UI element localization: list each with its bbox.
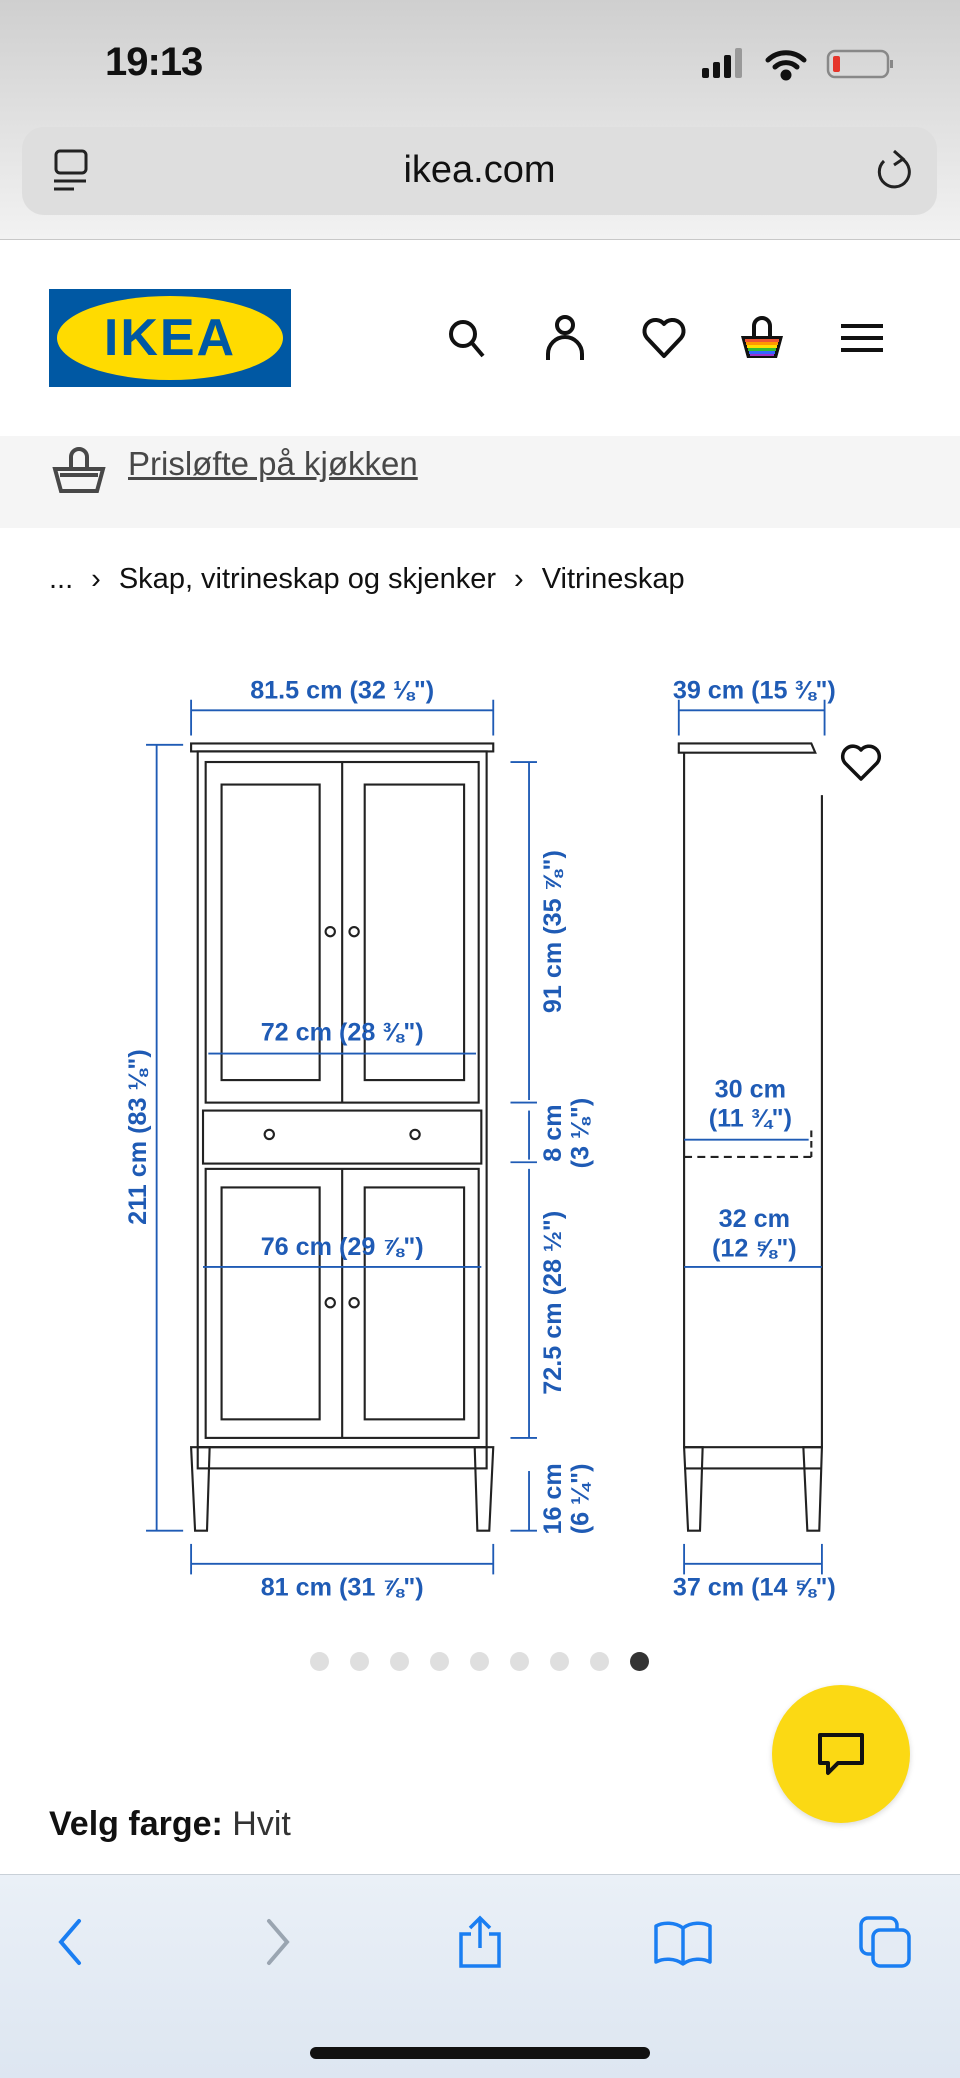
chat-icon bbox=[816, 1729, 866, 1779]
breadcrumb-item-current[interactable]: Vitrineskap bbox=[541, 563, 685, 595]
breadcrumb-item-category[interactable]: Skap, vitrineskap og skjenker bbox=[118, 563, 497, 595]
carousel-dot[interactable] bbox=[590, 1652, 609, 1671]
breadcrumb bbox=[49, 563, 685, 596]
carousel-dot[interactable] bbox=[550, 1652, 569, 1671]
carousel-dot-active[interactable] bbox=[630, 1652, 649, 1671]
promo-link[interactable]: Prisløfte på kjøkken bbox=[128, 445, 418, 482]
address-bar[interactable] bbox=[22, 127, 937, 215]
dimension-lines bbox=[146, 700, 825, 1575]
home-indicator bbox=[310, 2047, 650, 2059]
basket-outline-icon bbox=[52, 445, 106, 495]
chevron-right-icon: › bbox=[514, 563, 524, 595]
dim-drawer-height-in: (3 ⅛") bbox=[566, 1097, 595, 1169]
book-icon bbox=[653, 1918, 713, 1966]
url-text[interactable]: ikea.com bbox=[403, 149, 556, 191]
browser-chrome bbox=[0, 0, 960, 240]
wifi-icon bbox=[768, 53, 804, 78]
heart-icon bbox=[839, 743, 883, 783]
chevron-right-icon bbox=[263, 1917, 293, 1967]
search-icon bbox=[445, 316, 489, 360]
add-to-favourites-button[interactable] bbox=[831, 733, 891, 793]
dim-top-width: 81.5 cm (32 ⅛") bbox=[250, 676, 435, 705]
color-selector[interactable] bbox=[49, 1805, 291, 1844]
dim-drawer-depth-in: (11 ¾") bbox=[708, 1104, 792, 1133]
dim-legs-in: (6 ¼") bbox=[566, 1463, 595, 1535]
chevron-left-icon bbox=[55, 1917, 85, 1967]
dim-top-depth: 39 cm (15 ⅜") bbox=[672, 676, 836, 705]
account-icon bbox=[543, 314, 587, 362]
logo-text: IKEA bbox=[57, 296, 283, 380]
carousel-dot[interactable] bbox=[470, 1652, 489, 1671]
forward-button[interactable] bbox=[248, 1912, 308, 1972]
status-icons bbox=[700, 46, 900, 82]
side-view bbox=[679, 743, 822, 1530]
dim-drawer-height: 8 cm bbox=[538, 1104, 567, 1162]
heart-icon bbox=[641, 316, 687, 360]
chevron-right-icon: › bbox=[91, 563, 101, 595]
dim-drawer-width: 72 cm (28 ⅜") bbox=[260, 1018, 424, 1047]
dim-inner-depth: 32 cm bbox=[718, 1205, 790, 1234]
dim-upper-door: 91 cm (35 ⅞") bbox=[538, 850, 567, 1014]
carousel-dot[interactable] bbox=[510, 1652, 529, 1671]
search-button[interactable] bbox=[442, 312, 492, 364]
share-icon bbox=[455, 1914, 505, 1970]
menu-icon bbox=[841, 320, 883, 356]
status-time: 19:13 bbox=[105, 40, 203, 84]
account-button[interactable] bbox=[540, 312, 590, 364]
dim-drawer-depth: 30 cm bbox=[714, 1075, 787, 1104]
share-button[interactable] bbox=[450, 1912, 510, 1972]
reload-icon[interactable] bbox=[872, 147, 916, 195]
menu-button[interactable] bbox=[837, 312, 887, 364]
back-button[interactable] bbox=[40, 1912, 100, 1972]
color-label: Velg farge: bbox=[49, 1805, 223, 1843]
ikea-logo[interactable] bbox=[49, 289, 291, 387]
chat-button[interactable] bbox=[772, 1685, 910, 1823]
signal-icon bbox=[702, 48, 742, 78]
battery-icon bbox=[828, 51, 893, 77]
dim-bottom-width: 81 cm (31 ⅞") bbox=[260, 1573, 424, 1602]
basket-icon bbox=[737, 314, 787, 362]
carousel-dot[interactable] bbox=[390, 1652, 409, 1671]
tabs-icon bbox=[858, 1915, 914, 1969]
bookmarks-button[interactable] bbox=[653, 1912, 713, 1972]
dim-lower-door: 72.5 cm (28 ½") bbox=[538, 1210, 567, 1395]
breadcrumb-ellipsis[interactable]: ... bbox=[49, 563, 74, 595]
carousel-dot[interactable] bbox=[350, 1652, 369, 1671]
dim-legs: 16 cm bbox=[538, 1463, 567, 1535]
basket-button[interactable] bbox=[737, 312, 787, 364]
dim-inner-depth-in: (12 ⅝") bbox=[712, 1234, 797, 1263]
dim-height: 211 cm (83 ⅛") bbox=[124, 1049, 153, 1225]
color-value: Hvit bbox=[232, 1805, 291, 1843]
carousel-dot[interactable] bbox=[310, 1652, 329, 1671]
dim-bottom-depth: 37 cm (14 ⅝") bbox=[672, 1573, 836, 1602]
favourites-button[interactable] bbox=[639, 312, 689, 364]
dim-inner-width: 76 cm (29 ⅞") bbox=[260, 1233, 424, 1262]
front-view bbox=[191, 743, 493, 1530]
tabs-button[interactable] bbox=[856, 1912, 916, 1972]
carousel-dot[interactable] bbox=[430, 1652, 449, 1671]
carousel-dots bbox=[310, 1652, 649, 1671]
